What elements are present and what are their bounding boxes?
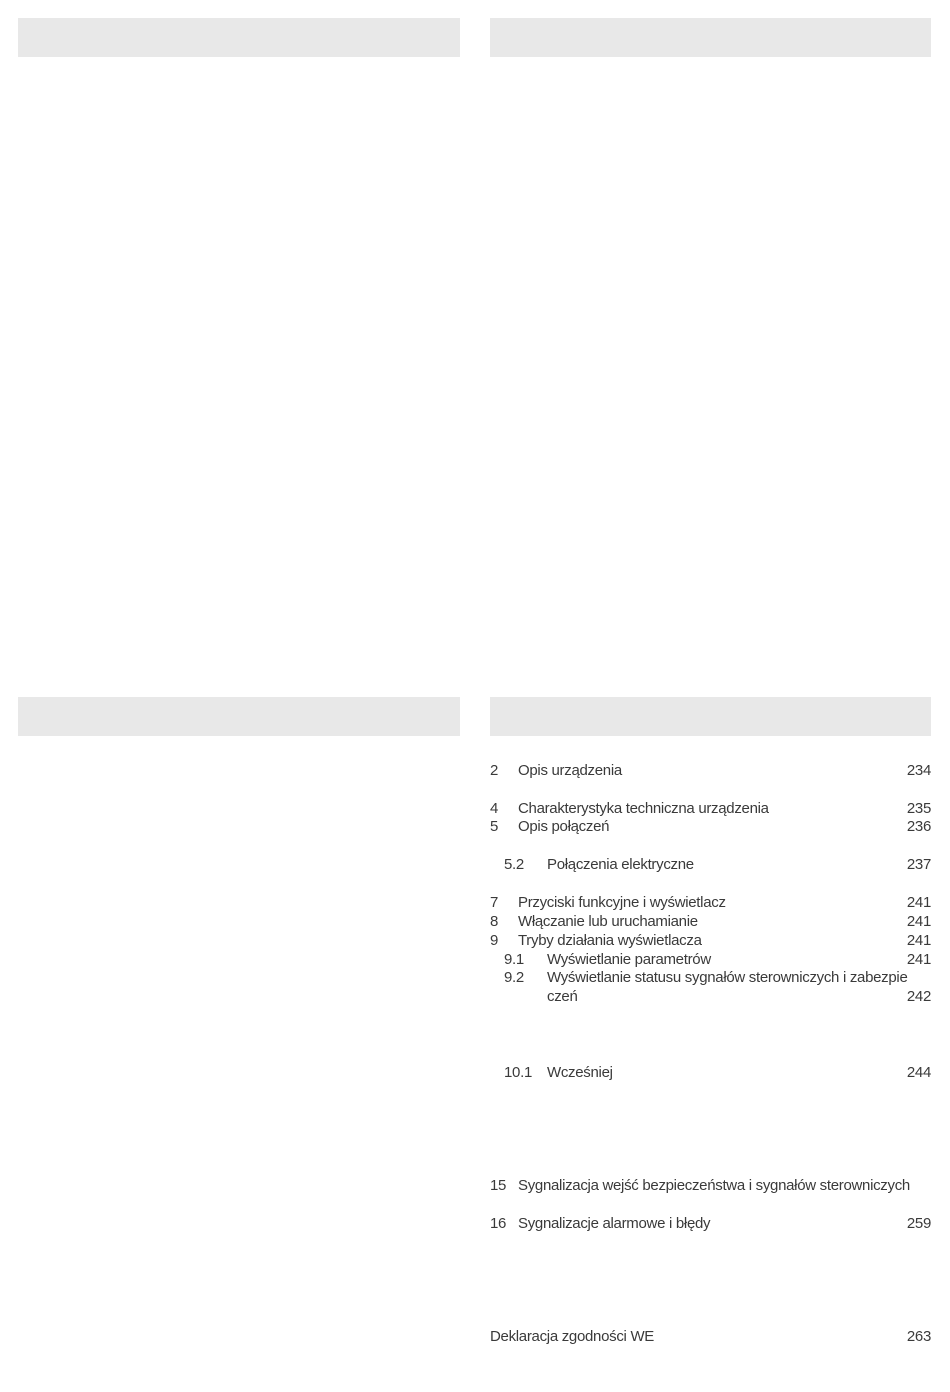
toc-page: 241 bbox=[906, 913, 931, 930]
toc-title: Włączanie lub uruchamianie bbox=[518, 913, 698, 930]
toc-number: 7 bbox=[490, 894, 499, 911]
toc-title: Sygnalizacje alarmowe i błędy bbox=[518, 1215, 711, 1232]
toc-title: Charakterystyka techniczna urządzenia bbox=[518, 800, 769, 817]
toc-number: 8 bbox=[490, 913, 499, 930]
toc-entry[interactable] bbox=[490, 1063, 931, 1082]
toc-page: 241 bbox=[906, 932, 931, 949]
toc-title: Połączenia elektryczne bbox=[547, 856, 694, 873]
toc-number: 9.1 bbox=[504, 951, 524, 968]
toc-title: Opis urządzenia bbox=[518, 762, 622, 779]
header-bar-top-right bbox=[490, 18, 931, 57]
toc-number: 9.2 bbox=[504, 969, 524, 986]
toc-title-continuation: czeń bbox=[547, 988, 578, 1005]
toc-entry[interactable] bbox=[490, 761, 931, 780]
toc-page: 236 bbox=[906, 818, 931, 835]
toc-number: 2 bbox=[490, 762, 499, 779]
toc-entry[interactable] bbox=[490, 893, 931, 912]
toc-page: 263 bbox=[906, 1328, 931, 1345]
toc-number: 10.1 bbox=[504, 1064, 532, 1081]
toc-title: Sygnalizacja wejść bezpieczeństwa i sygnałów sterowniczych bbox=[518, 1177, 910, 1194]
toc-title: Przyciski funkcyjne i wyświetlacz bbox=[518, 894, 726, 911]
toc-number: 5 bbox=[490, 818, 499, 835]
toc-title: Wyświetlanie statusu sygnałów sterowniczych i zabezpie bbox=[547, 969, 908, 986]
toc-number: 16 bbox=[490, 1215, 507, 1232]
toc-entry[interactable] bbox=[490, 1214, 931, 1233]
header-bar-top-left bbox=[18, 18, 460, 57]
toc-title: Opis połączeń bbox=[518, 818, 610, 835]
toc-number: 9 bbox=[490, 932, 499, 949]
toc-page: 241 bbox=[906, 951, 931, 968]
toc-entry[interactable] bbox=[490, 912, 931, 931]
toc-title: Deklaracja zgodności WE bbox=[490, 1328, 655, 1345]
toc-page: 241 bbox=[906, 894, 931, 911]
toc-page: 244 bbox=[906, 1064, 931, 1081]
header-bar-bottom-right bbox=[490, 697, 931, 736]
toc-entry[interactable] bbox=[490, 968, 931, 987]
header-bar-bottom-left bbox=[18, 697, 460, 736]
toc-entry[interactable] bbox=[490, 931, 931, 950]
toc-number: 4 bbox=[490, 800, 499, 817]
toc-number: 5.2 bbox=[504, 856, 524, 873]
toc-page: 234 bbox=[906, 762, 931, 779]
toc-page: 242 bbox=[906, 988, 931, 1005]
toc-entry[interactable] bbox=[490, 799, 931, 818]
toc-title: Wyświetlanie parametrów bbox=[547, 951, 711, 968]
toc-page: 235 bbox=[906, 800, 931, 817]
toc-entry-continuation[interactable] bbox=[490, 987, 931, 1006]
toc-number: 15 bbox=[490, 1177, 507, 1194]
toc-entry[interactable] bbox=[490, 855, 931, 874]
toc-title: Tryby działania wyświetlacza bbox=[518, 932, 702, 949]
toc-entry[interactable] bbox=[490, 1327, 931, 1346]
toc-entry[interactable] bbox=[490, 817, 931, 836]
toc-title: Wcześniej bbox=[547, 1064, 613, 1081]
toc-page: 237 bbox=[906, 856, 931, 873]
toc-entry[interactable] bbox=[490, 1176, 931, 1195]
toc-entry[interactable] bbox=[490, 950, 931, 969]
toc-page: 259 bbox=[906, 1215, 931, 1232]
